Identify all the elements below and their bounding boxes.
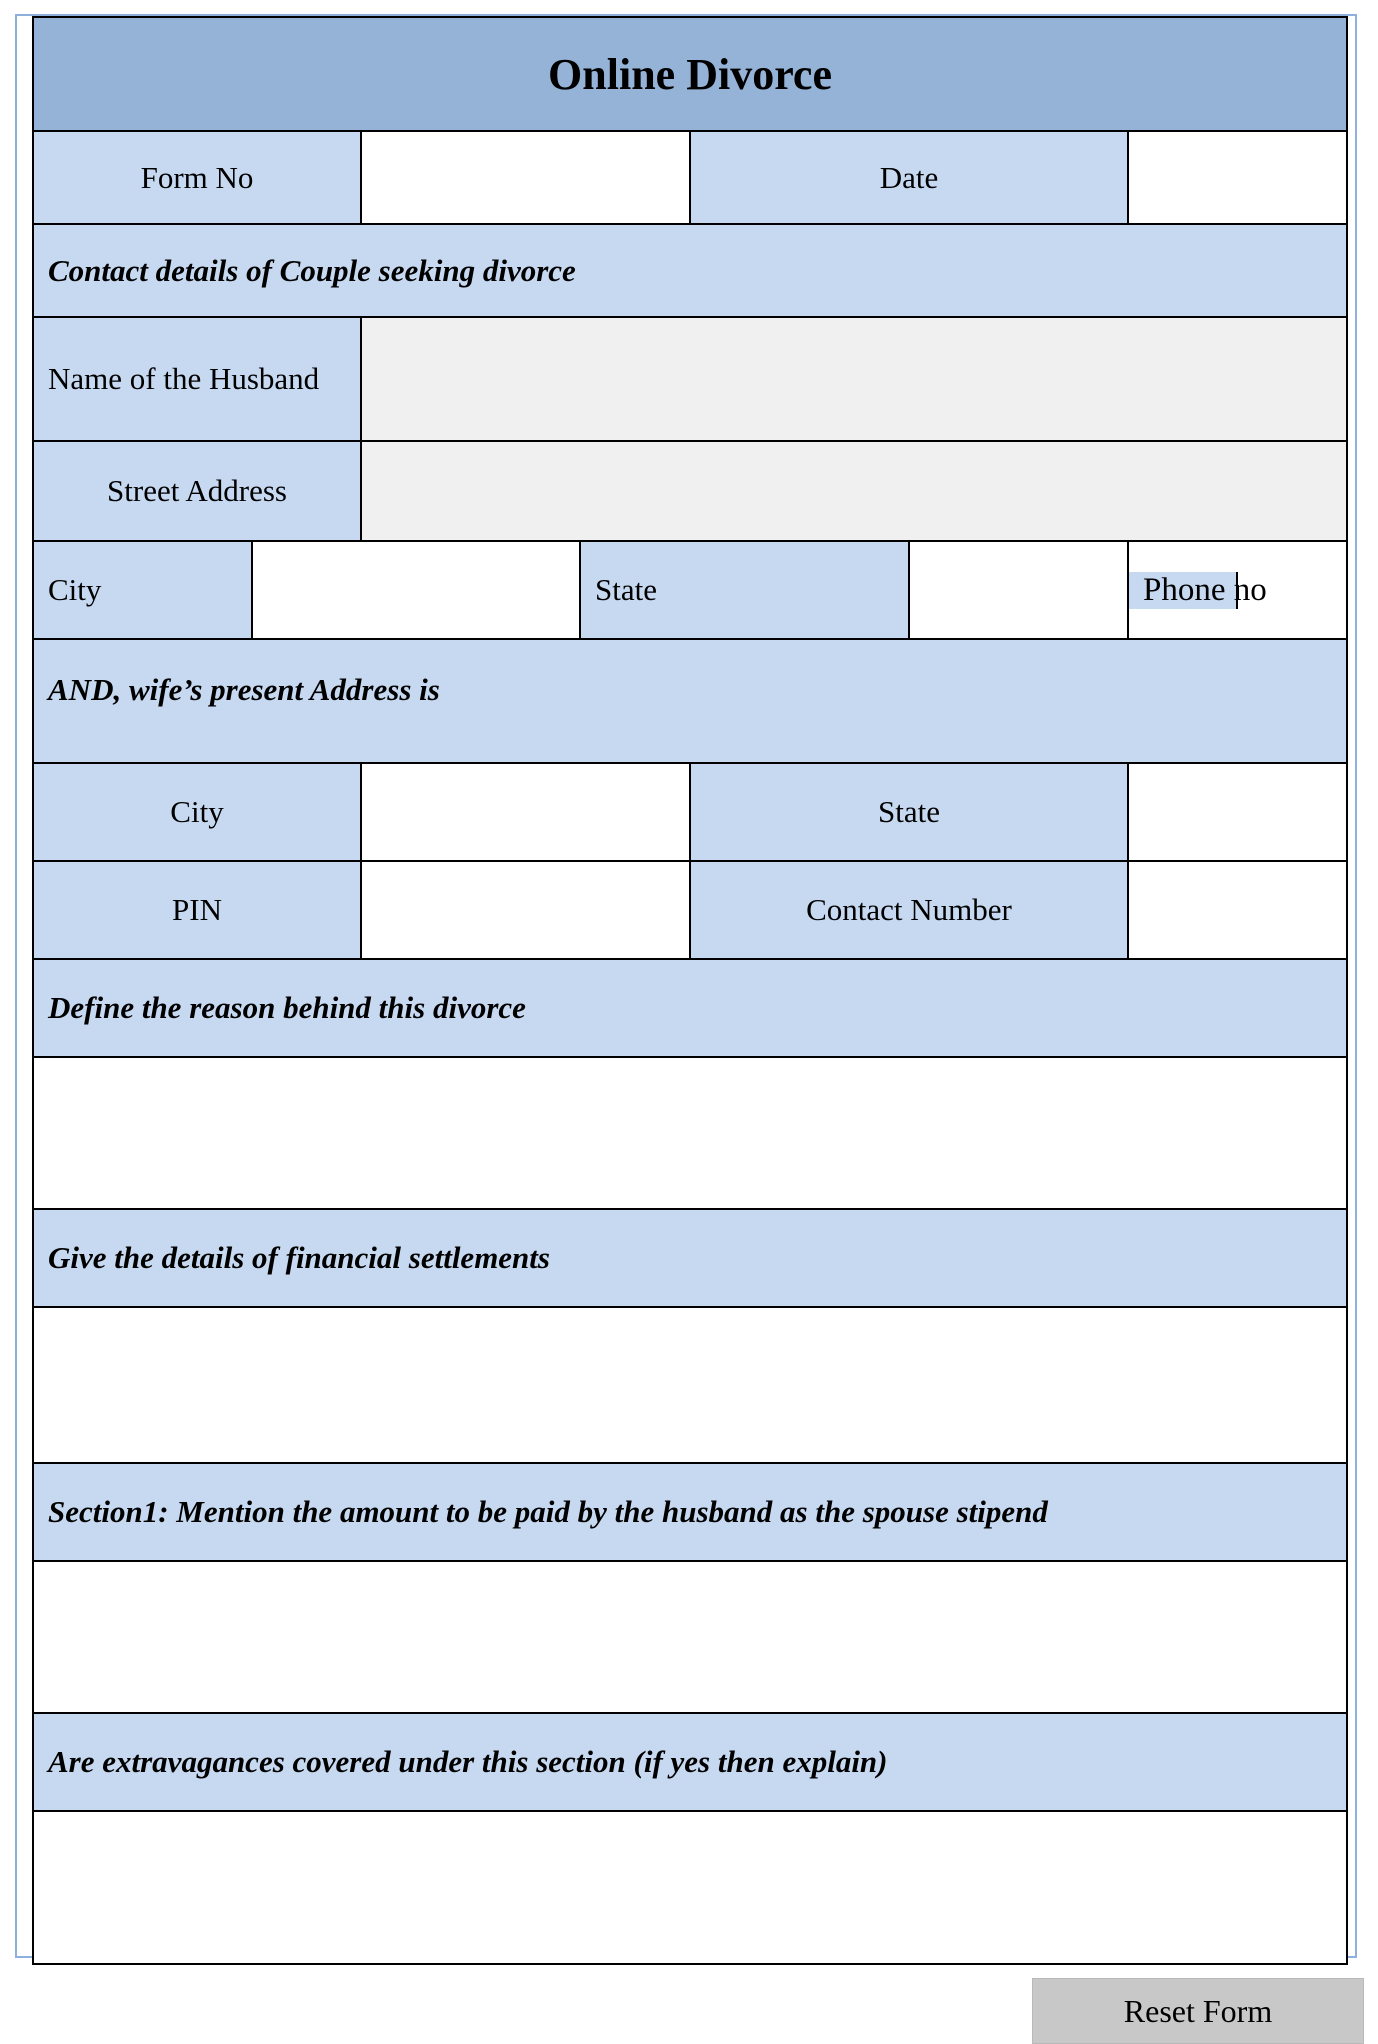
husband-name-field[interactable] [376, 363, 1332, 395]
state-label: State [580, 541, 909, 639]
phone-cell [1128, 541, 1347, 639]
form-no-label: Form No [33, 131, 361, 224]
wife-state-cell [1128, 763, 1347, 861]
contact-section-heading: Contact details of Couple seeking divorce [33, 224, 1347, 317]
phone-field[interactable] [1238, 572, 1347, 609]
extravagances-cell [33, 1811, 1347, 1964]
pin-field[interactable] [376, 894, 675, 926]
husband-name-label: Name of the Husband [33, 317, 361, 441]
extravagances-textarea[interactable] [48, 1856, 1332, 1920]
city-cell [252, 541, 580, 639]
street-address-field[interactable] [376, 475, 1332, 507]
financial-heading: Give the details of financial settlements [33, 1209, 1347, 1307]
wife-city-cell [361, 763, 690, 861]
city-field[interactable] [267, 574, 565, 606]
financial-textarea[interactable] [48, 1353, 1332, 1417]
stipend-heading: Section1: Mention the amount to be paid by the husband as the spouse stipend [33, 1463, 1347, 1561]
contact-number-label: Contact Number [690, 861, 1128, 959]
reason-heading: Define the reason behind this divorce [33, 959, 1347, 1057]
phone-label: Phone no [1129, 572, 1238, 609]
divorce-form [32, 16, 1348, 1965]
reason-textarea[interactable] [48, 1101, 1332, 1165]
stipend-cell [33, 1561, 1347, 1713]
form-no-field[interactable] [376, 162, 675, 194]
state-cell [909, 541, 1128, 639]
wife-state-label: State [690, 763, 1128, 861]
city-label: City [33, 541, 252, 639]
state-field[interactable] [924, 574, 1113, 606]
date-field[interactable] [1143, 162, 1332, 194]
wife-state-field[interactable] [1143, 796, 1332, 828]
street-address-cell [361, 441, 1347, 541]
street-address-label: Street Address [33, 441, 361, 541]
reason-cell [33, 1057, 1347, 1209]
pin-label: PIN [33, 861, 361, 959]
pin-cell [361, 861, 690, 959]
date-cell [1128, 131, 1347, 224]
contact-number-field[interactable] [1143, 894, 1332, 926]
financial-cell [33, 1307, 1347, 1463]
wife-address-heading: AND, wife’s present Address is [33, 639, 1347, 763]
contact-number-cell [1128, 861, 1347, 959]
date-label: Date [690, 131, 1128, 224]
phone-value-cell [1238, 572, 1347, 609]
wife-city-field[interactable] [376, 796, 675, 828]
extravagances-heading: Are extravagances covered under this section (if yes then explain) [33, 1713, 1347, 1811]
form-title: Online Divorce [33, 17, 1347, 131]
wife-city-label: City [33, 763, 361, 861]
reset-form-button[interactable]: Reset Form [1032, 1978, 1364, 2044]
stipend-textarea[interactable] [48, 1605, 1332, 1669]
husband-name-cell [361, 317, 1347, 441]
form-no-cell [361, 131, 690, 224]
